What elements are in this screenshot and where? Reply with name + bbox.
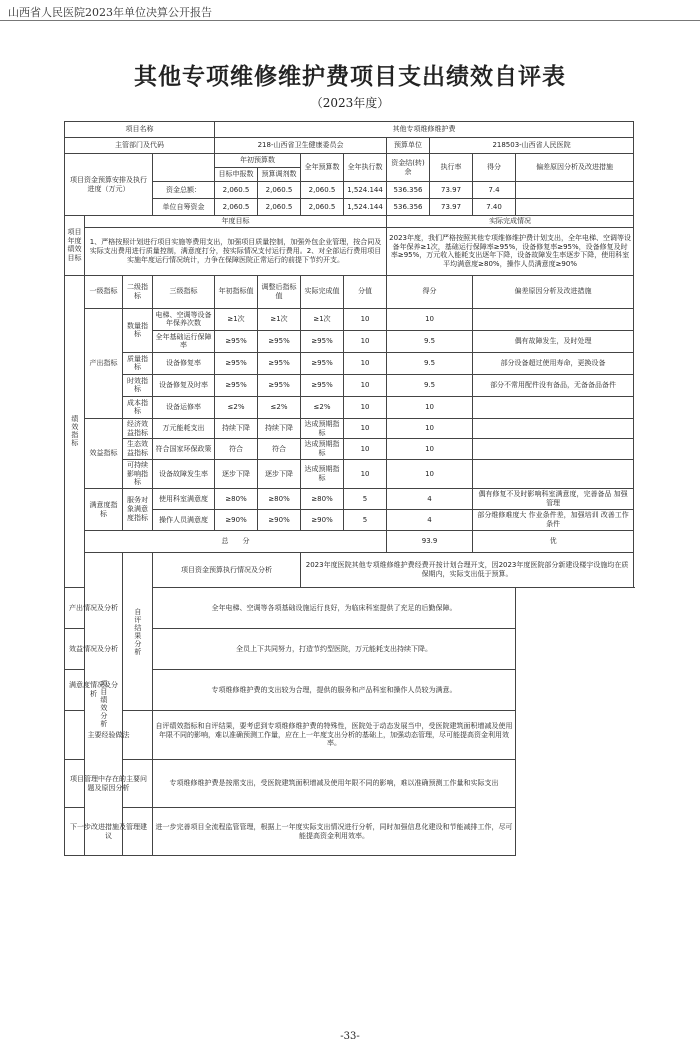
indicator-l3: 符合国家环保政策 bbox=[153, 439, 215, 460]
indicator-actual: ≥95% bbox=[301, 352, 344, 374]
indicator-score: 9.5 bbox=[387, 330, 473, 352]
indicator-score: 10 bbox=[387, 418, 473, 439]
budget-reason-header: 偏差原因分析及改进措施 bbox=[516, 154, 634, 182]
analysis-item-label: 项目资金预算执行情况及分析 bbox=[153, 553, 301, 588]
project-name-value: 其他专项维修维护费 bbox=[215, 122, 634, 138]
analysis-item-text: 全员上下共同努力，打造节约型医院，万元能耗支出持续下降。 bbox=[153, 629, 516, 670]
indicator-score: 10 bbox=[387, 396, 473, 418]
indicator-weight: 10 bbox=[344, 396, 387, 418]
indicator-row bbox=[65, 439, 634, 460]
analysis-item-text: 全年电梯、空调等各项基础设施运行良好，为临床科室提供了充足的后勤保障。 bbox=[153, 588, 516, 629]
indicator-adjusted: ≥95% bbox=[258, 352, 301, 374]
indicator-actual: ≤2% bbox=[301, 396, 344, 418]
indicator-adjusted: ≥95% bbox=[258, 330, 301, 352]
indicator-initial: ≥80% bbox=[215, 489, 258, 510]
indicator-l3-header: 三级指标 bbox=[153, 275, 215, 308]
indicator-reason: 偶有修复不及时影响科室满意度，完善备品 加强管理 bbox=[473, 489, 634, 510]
budget-balance-header: 资金结(转)余 bbox=[387, 154, 430, 182]
goals-goal-header: 年度目标 bbox=[85, 216, 387, 228]
dept-value: 218-山西省卫生健康委员会 bbox=[215, 138, 387, 154]
analysis-item-text: 专项维修维护费的支出较为合理，提供的服务和产品科室和操作人员较为满意。 bbox=[153, 670, 516, 711]
budget-executed-header: 全年执行数 bbox=[344, 154, 387, 182]
indicator-row bbox=[65, 418, 634, 439]
total-label: 总 分 bbox=[85, 531, 387, 553]
indicator-adjusted: 符合 bbox=[258, 439, 301, 460]
budget-cell: 1,524.144 bbox=[344, 182, 387, 199]
next-steps-label: 下一步改进措施及管理建议 bbox=[65, 808, 153, 856]
indicator-score: 10 bbox=[387, 439, 473, 460]
analysis-item-label: 产出情况及分析 bbox=[65, 588, 123, 629]
indicator-group-satisfaction: 满意度指标 bbox=[85, 489, 123, 531]
indicator-actual-header: 实际完成值 bbox=[301, 275, 344, 308]
page-subtitle: （2023年度） bbox=[310, 96, 390, 110]
budget-cell: 2,060.5 bbox=[258, 199, 301, 216]
indicator-score: 10 bbox=[387, 459, 473, 488]
indicator-score: 4 bbox=[387, 489, 473, 510]
next-steps-text: 进一步完善项目全流程监管管理，根据上一年度实际支出情况进行分析，同时加强信息化建设和节能减排工作，尽可能提高资金利用效率。 bbox=[153, 808, 516, 856]
indicator-actual: ≥95% bbox=[301, 330, 344, 352]
budget-cell: 1,524.144 bbox=[344, 199, 387, 216]
indicator-weight: 5 bbox=[344, 489, 387, 510]
indicator-group-benefit: 效益指标 bbox=[85, 418, 123, 488]
indicator-initial: ≥1次 bbox=[215, 308, 258, 330]
analysis-sub-label: 自评结果分析 bbox=[123, 553, 153, 711]
indicator-score: 4 bbox=[387, 510, 473, 531]
indicator-row bbox=[65, 459, 634, 488]
indicator-adjusted: ≥95% bbox=[258, 374, 301, 396]
indicator-initial: 逐步下降 bbox=[215, 459, 258, 488]
indicator-initial-header: 年初指标值 bbox=[215, 275, 258, 308]
indicator-sub-economic: 经济效益指标 bbox=[123, 418, 153, 439]
indicator-weight-header: 分值 bbox=[344, 275, 387, 308]
indicator-adjusted: ≤2% bbox=[258, 396, 301, 418]
indicator-reason: 偶有故障发生，及时处理 bbox=[473, 330, 634, 352]
indicator-score: 9.5 bbox=[387, 352, 473, 374]
budget-full-year-header: 全年预算数 bbox=[301, 154, 344, 182]
indicator-row bbox=[65, 352, 634, 374]
budget-cell: 536.356 bbox=[387, 199, 430, 216]
indicator-actual: 达成预期指标 bbox=[301, 439, 344, 460]
analysis-item-label: 满意度情况及分析 bbox=[65, 670, 123, 711]
budget-cell: 7.4 bbox=[473, 182, 516, 199]
indicator-weight: 10 bbox=[344, 330, 387, 352]
indicator-sub-service: 服务对象满意度指标 bbox=[123, 489, 153, 531]
indicator-row bbox=[65, 489, 634, 510]
indicator-row bbox=[65, 308, 634, 330]
indicator-sub-sustainable: 可持续影响指标 bbox=[123, 459, 153, 488]
budget-row-label: 资金总额： bbox=[153, 182, 215, 199]
unit-value: 218503-山西省人民医院 bbox=[430, 138, 634, 154]
experience-text: 自评绩效指标和自评结果，要考虑到专项维修维护费的特殊性，医院处于动态发展当中，受医院建筑面积增减及使用年限不同的影响，难以准确预测工作量，应在上一年度支出分析的基础上，加强动态管理，尽可能提高资金利用效率。 bbox=[153, 711, 516, 760]
indicator-row bbox=[65, 374, 634, 396]
goals-side-label: 项目年度绩效目标 bbox=[65, 216, 85, 276]
indicators-side-label: 绩效指标 bbox=[65, 275, 85, 587]
indicator-l1-header: 一级指标 bbox=[85, 275, 123, 308]
problems-label: 项目管理中存在的主要问题及原因分析 bbox=[65, 760, 153, 808]
indicator-actual: 达成预期指标 bbox=[301, 459, 344, 488]
indicator-adjusted: ≥90% bbox=[258, 510, 301, 531]
indicator-adjusted: ≥80% bbox=[258, 489, 301, 510]
indicator-initial: ≥95% bbox=[215, 374, 258, 396]
indicator-sub-quantity: 数量指标 bbox=[123, 308, 153, 352]
indicator-sub-quality: 质量指标 bbox=[123, 352, 153, 374]
budget-cell bbox=[516, 182, 634, 199]
goals-actual-header: 实际完成情况 bbox=[387, 216, 634, 228]
indicator-initial: ≥95% bbox=[215, 330, 258, 352]
indicator-score: 10 bbox=[387, 308, 473, 330]
indicator-l3: 设备运修率 bbox=[153, 396, 215, 418]
indicator-reason: 部分不常用配件没有备品，无备备品备件 bbox=[473, 374, 634, 396]
analysis-side-label: 项目绩效分析 bbox=[85, 553, 123, 856]
budget-initial-header: 年初预算数 bbox=[215, 154, 301, 168]
project-name-label: 项目名称 bbox=[65, 122, 215, 138]
indicator-reason bbox=[473, 418, 634, 439]
indicator-initial: ≥90% bbox=[215, 510, 258, 531]
indicator-actual: 达成预期指标 bbox=[301, 418, 344, 439]
header-text: 山西省人民医院2023年单位决算公开报告 bbox=[8, 6, 212, 19]
indicator-l2-header: 二级指标 bbox=[123, 275, 153, 308]
budget-cell: 2,060.5 bbox=[258, 182, 301, 199]
budget-cell bbox=[516, 199, 634, 216]
indicator-weight: 10 bbox=[344, 352, 387, 374]
indicator-initial: ≤2% bbox=[215, 396, 258, 418]
indicator-l3: 使用科室满意度 bbox=[153, 489, 215, 510]
problems-text: 专项维修维护费是按需支出，受医院建筑面积增减及使用年限不同的影响，难以准确预测工作量和实际支出 bbox=[153, 760, 516, 808]
indicator-initial: ≥95% bbox=[215, 352, 258, 374]
indicator-l3: 万元能耗支出 bbox=[153, 418, 215, 439]
indicator-weight: 5 bbox=[344, 510, 387, 531]
indicator-adjusted: ≥1次 bbox=[258, 308, 301, 330]
indicator-adjusted: 逐步下降 bbox=[258, 459, 301, 488]
indicator-initial: 符合 bbox=[215, 439, 258, 460]
indicator-sub-timeliness: 时效指标 bbox=[123, 374, 153, 396]
indicator-reason bbox=[473, 396, 634, 418]
indicator-reason bbox=[473, 439, 634, 460]
header-divider bbox=[0, 20, 700, 21]
indicator-l3: 设备修复及时率 bbox=[153, 374, 215, 396]
indicator-actual: ≥80% bbox=[301, 489, 344, 510]
budget-adjusted-header: 预算调剂数 bbox=[258, 168, 301, 182]
total-score: 93.9 bbox=[387, 531, 473, 553]
budget-cell: 73.97 bbox=[430, 199, 473, 216]
indicator-actual: ≥1次 bbox=[301, 308, 344, 330]
indicator-reason bbox=[473, 308, 634, 330]
budget-score-header: 得分 bbox=[473, 154, 516, 182]
indicator-sub-ecological: 生态效益指标 bbox=[123, 439, 153, 460]
budget-cell: 536.356 bbox=[387, 182, 430, 199]
indicator-l3: 设备修复率 bbox=[153, 352, 215, 374]
budget-rate-header: 执行率 bbox=[430, 154, 473, 182]
analysis-item-label: 效益情况及分析 bbox=[65, 629, 123, 670]
page-title: 其他专项维修维护费项目支出绩效自评表 bbox=[134, 63, 566, 90]
budget-row-label: 单位自筹资金 bbox=[153, 199, 215, 216]
goals-actual-text: 2023年度，我们严格按照其他专项维修维护费计划支出，全年电梯、空调等设备年保养≥1次，基础运行保障率≥95%，设备修复率≥95%，设备修复及时率≥95%，万元收入能耗支出逐年下降，设备故障发生率逐步下降，使用科室平均满意度≥80%，操作人员满意度≥90% bbox=[387, 227, 634, 275]
experience-label: 主要经验做法 bbox=[65, 711, 153, 760]
indicator-adjusted: 持续下降 bbox=[258, 418, 301, 439]
indicator-weight: 10 bbox=[344, 439, 387, 460]
budget-blank-header bbox=[153, 154, 215, 182]
total-grade: 优 bbox=[473, 531, 634, 553]
indicator-l3: 设备故障发生率 bbox=[153, 459, 215, 488]
total-row bbox=[65, 531, 634, 553]
indicator-score: 9.5 bbox=[387, 374, 473, 396]
indicator-actual: ≥90% bbox=[301, 510, 344, 531]
indicator-weight: 10 bbox=[344, 418, 387, 439]
indicator-score-header: 得分 bbox=[387, 275, 473, 308]
indicator-reason: 部分维修难度大 作业条件差，加强培训 改善工作条件 bbox=[473, 510, 634, 531]
budget-label: 项目资金预算安排及执行进度（万元） bbox=[65, 154, 153, 216]
budget-cell: 7.40 bbox=[473, 199, 516, 216]
indicator-initial: 持续下降 bbox=[215, 418, 258, 439]
indicator-reason: 部分设备超过使用寿命，更换设备 bbox=[473, 352, 634, 374]
indicator-weight: 10 bbox=[344, 308, 387, 330]
indicator-row bbox=[65, 396, 634, 418]
evaluation-table bbox=[64, 121, 634, 856]
indicator-l3: 全年基础运行保障率 bbox=[153, 330, 215, 352]
budget-cell: 2,060.5 bbox=[215, 182, 258, 199]
analysis-item-text: 2023年度医院其他专项维修维护费经费开按计划合理开支，因2023年度医院部分新建设楼宇设施均在质保期内，实际支出低于预算。 bbox=[301, 553, 634, 588]
budget-cell: 2,060.5 bbox=[301, 182, 344, 199]
indicator-actual: ≥95% bbox=[301, 374, 344, 396]
unit-label: 预算单位 bbox=[387, 138, 430, 154]
indicator-weight: 10 bbox=[344, 374, 387, 396]
indicator-sub-cost: 成本指标 bbox=[123, 396, 153, 418]
indicator-l3: 电梯、空调等设备年保养次数 bbox=[153, 308, 215, 330]
indicator-reason-header: 偏差原因分析及改进措施 bbox=[473, 275, 634, 308]
indicator-l3: 操作人员满意度 bbox=[153, 510, 215, 531]
budget-cell: 2,060.5 bbox=[301, 199, 344, 216]
goals-goal-text: 1、严格按照计划进行项目实施等费用支出，加强项目质量控制，加强外包企业管理，按合同及实际支出费用进行质量控制，满意度打分，按实际情况支付运行费用。2、对全部运行费用项目实施年度运行情况统计，力争在保障医院正常运行的前提下节约开支。 bbox=[85, 227, 387, 275]
indicator-reason bbox=[473, 459, 634, 488]
budget-declared-header: 目标申报数 bbox=[215, 168, 258, 182]
indicator-weight: 10 bbox=[344, 459, 387, 488]
budget-cell: 2,060.5 bbox=[215, 199, 258, 216]
dept-label: 主管部门及代码 bbox=[65, 138, 215, 154]
page-number: -33- bbox=[340, 1031, 360, 1042]
budget-cell: 73.97 bbox=[430, 182, 473, 199]
indicator-adjusted-header: 调整后指标值 bbox=[258, 275, 301, 308]
indicator-group-output: 产出指标 bbox=[85, 308, 123, 418]
